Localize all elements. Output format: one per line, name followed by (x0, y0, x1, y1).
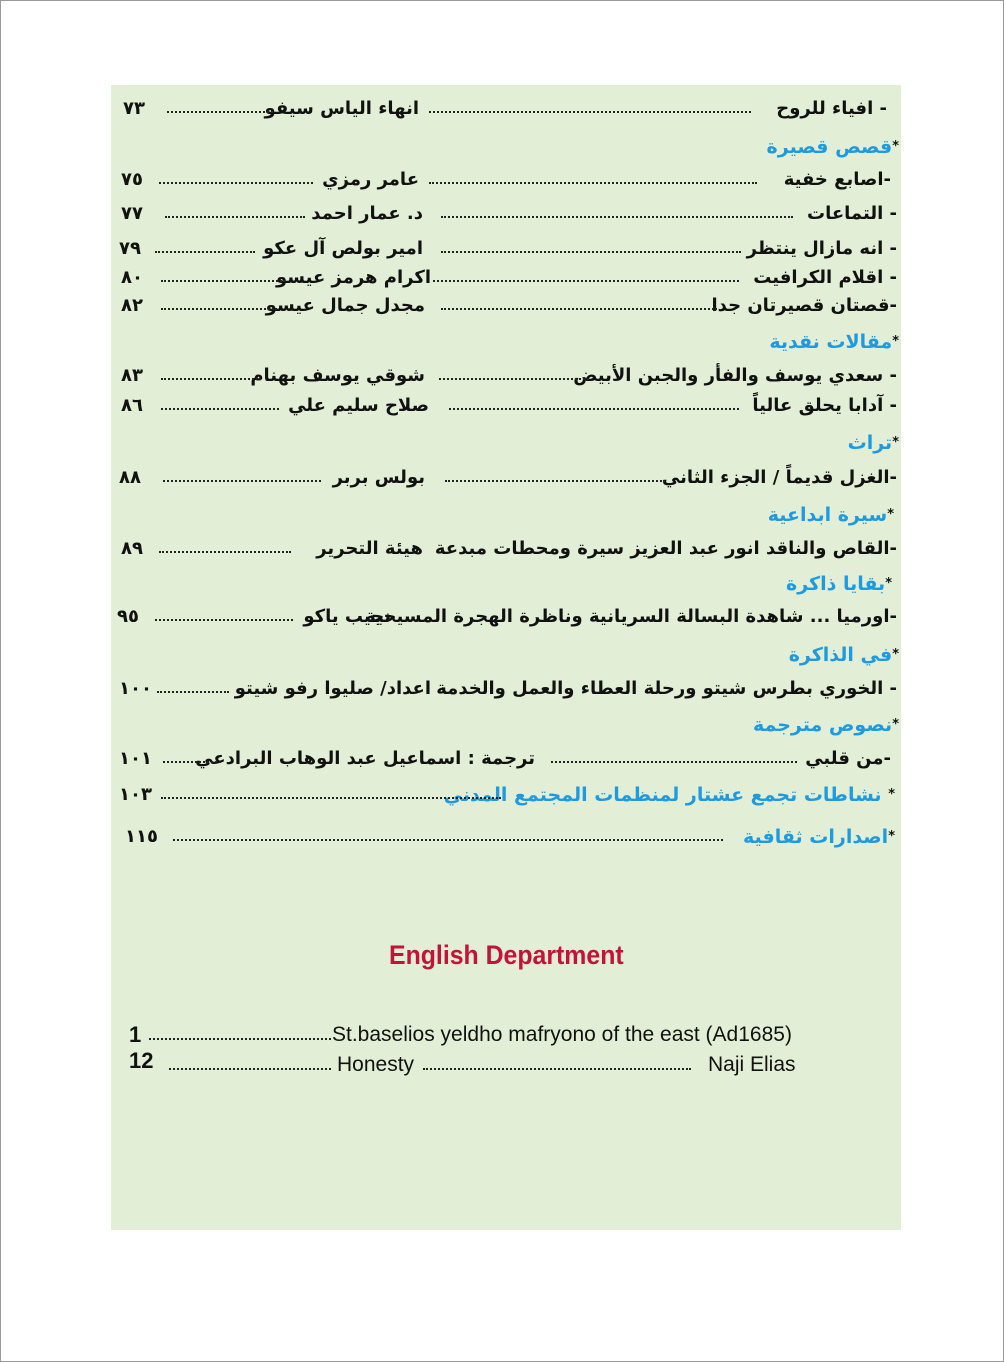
leader-dots (441, 216, 793, 218)
leader-dots (161, 408, 279, 410)
entry-title: -القاص والناقد انور عبد العزيز سيرة ومحطات مبدعة (434, 538, 897, 559)
entry-page: ٩٥ (117, 606, 139, 627)
toc-entry (111, 744, 901, 774)
entry-title: - انه مازال ينتظر (746, 238, 897, 259)
entry-page: ١١٥ (125, 826, 158, 847)
section-heading: *قصص قصيرة (766, 136, 899, 158)
leader-dots (161, 378, 261, 380)
leader-dots (441, 251, 741, 253)
entry-title: -من قلبي (805, 748, 891, 769)
entry-title: St.baselios yeldho mafryono of the east (Ad1685) (332, 1023, 792, 1046)
entry-title: -اورميا ... شاهدة البسالة السريانية وناظرة الهجرة المسيحية (365, 606, 897, 627)
leader-dots (155, 619, 293, 621)
entry-page: ٧٥ (121, 169, 143, 190)
entry-title: - الخوري بطرس شيتو ورحلة العطاء والعمل والخدمة (436, 678, 897, 699)
section-heading: *في الذاكرة (788, 644, 899, 666)
toc-entry (111, 361, 901, 391)
entry-author: انهاء الياس سيفو (264, 98, 419, 119)
leader-dots (423, 1068, 691, 1070)
leader-dots (159, 182, 313, 184)
section-title: نصوص مترجمة (752, 714, 893, 736)
toc-entry (111, 534, 901, 564)
entry-page: ١٠٣ (119, 784, 152, 805)
entry-author: شوقي يوسف بهنام (250, 365, 425, 386)
leader-dots (433, 280, 739, 282)
entry-author: صلاح سليم علي (288, 395, 429, 416)
leader-dots (167, 111, 273, 113)
entry-page: ٧٩ (119, 238, 141, 259)
entry-page: ٨٨ (119, 467, 141, 488)
leader-dots (429, 182, 757, 184)
entry-author: ترجمة : اسماعيل عبد الوهاب البرادعي (195, 748, 535, 769)
leader-dots (551, 761, 797, 763)
entry-page: ٧٣ (123, 98, 145, 119)
entry-page: 12 (129, 1048, 154, 1073)
entry-author: امير بولص آل عكو (263, 238, 423, 259)
entry-author: اعداد/ صليوا رفو شيتو (234, 678, 431, 699)
entry-title: -الغزل قديماً / الجزء الثاني (661, 467, 897, 488)
entry-author: نجيب ياكو (303, 606, 391, 627)
leader-dots (173, 839, 723, 841)
leader-dots (449, 408, 739, 410)
entry-title: - سعدي يوسف والفأر والجبن الأبيض (573, 365, 897, 386)
entry-page: ٨٢ (121, 295, 143, 316)
toc-entry (111, 165, 901, 195)
leader-dots (163, 761, 221, 763)
entry-title: Honesty (337, 1053, 415, 1076)
entry-author: بولس بربر (332, 467, 425, 488)
entry-page: 1 (129, 1022, 142, 1047)
entry-page: ٨٣ (121, 365, 143, 386)
leader-dots (429, 111, 751, 113)
section-heading: *بقايا ذاكرة (786, 573, 892, 595)
leader-dots (155, 251, 255, 253)
section-title: مقالات نقدية (769, 331, 893, 353)
entry-author: هيئة التحرير (316, 538, 423, 559)
entry-author: مجدل جمال عيسو (265, 295, 425, 316)
toc-section-entry: *اصدارات ثقافية ١١٥ (111, 822, 901, 852)
entry-page: ١٠١ (119, 748, 152, 769)
leader-dots (159, 551, 291, 553)
section-title: في الذاكرة (788, 644, 893, 666)
entry-page: ٨٦ (121, 395, 143, 416)
entry-title: - آدابا يحلق عالياً (752, 395, 897, 416)
toc-section-entry: * نشاطات تجمع عشتار لمنظمات المجتمع المدني ١٠٣ (111, 780, 901, 810)
section-heading: *سيرة ابداعية (767, 504, 894, 526)
leader-dots (161, 797, 501, 799)
toc-entry (111, 199, 901, 229)
leader-dots (439, 378, 589, 380)
toc-entry (111, 234, 901, 264)
entry-page: ٧٧ (121, 203, 143, 224)
toc-entry (111, 602, 901, 632)
leader-dots (169, 1068, 331, 1070)
section-heading: *مقالات نقدية (769, 331, 899, 353)
toc-entry (111, 674, 901, 704)
english-entry (111, 1050, 901, 1080)
section-title: بقايا ذاكرة (786, 573, 886, 595)
english-entry (111, 1020, 901, 1050)
entry-author: اكرام هرمز عيسو (276, 267, 431, 288)
english-department-heading: English Department (389, 940, 624, 970)
entry-title: - اقلام الكرافيت (753, 267, 897, 288)
section-title: سيرة ابداعية (767, 504, 888, 526)
entry-page: ٨٠ (121, 267, 143, 288)
leader-dots (165, 216, 305, 218)
leader-dots (161, 308, 277, 310)
section-title: اصدارات ثقافية (743, 826, 889, 848)
toc-entry (111, 391, 901, 421)
entry-title: -قصتان قصيرتان جدا (711, 295, 897, 316)
toc-entry (111, 463, 901, 493)
leader-dots (161, 280, 285, 282)
toc-entry (111, 94, 901, 124)
section-title: تراث (847, 432, 893, 454)
leader-dots (149, 1038, 331, 1040)
section-title: قصص قصيرة (766, 136, 893, 158)
entry-author: د. عمار احمد (311, 203, 423, 224)
leader-dots (441, 308, 717, 310)
entry-page: ٨٩ (121, 538, 143, 559)
entry-page: ١٠٠ (119, 678, 152, 699)
toc-entry (111, 291, 901, 321)
leader-dots (445, 480, 665, 482)
section-title: نشاطات تجمع عشتار لمنظمات المجتمع المدني (443, 784, 882, 806)
entry-title: - التماعات (807, 203, 897, 224)
entry-title: - افياء للروح (776, 98, 887, 119)
leader-dots (157, 691, 229, 693)
section-heading: *تراث (847, 432, 899, 454)
entry-author: عامر رمزي (322, 169, 419, 190)
entry-author: Naji Elias (708, 1053, 796, 1076)
section-heading: *نصوص مترجمة (752, 714, 899, 736)
toc-entry (111, 263, 901, 293)
leader-dots (163, 480, 321, 482)
entry-title: -اصابع خفية (783, 169, 891, 190)
